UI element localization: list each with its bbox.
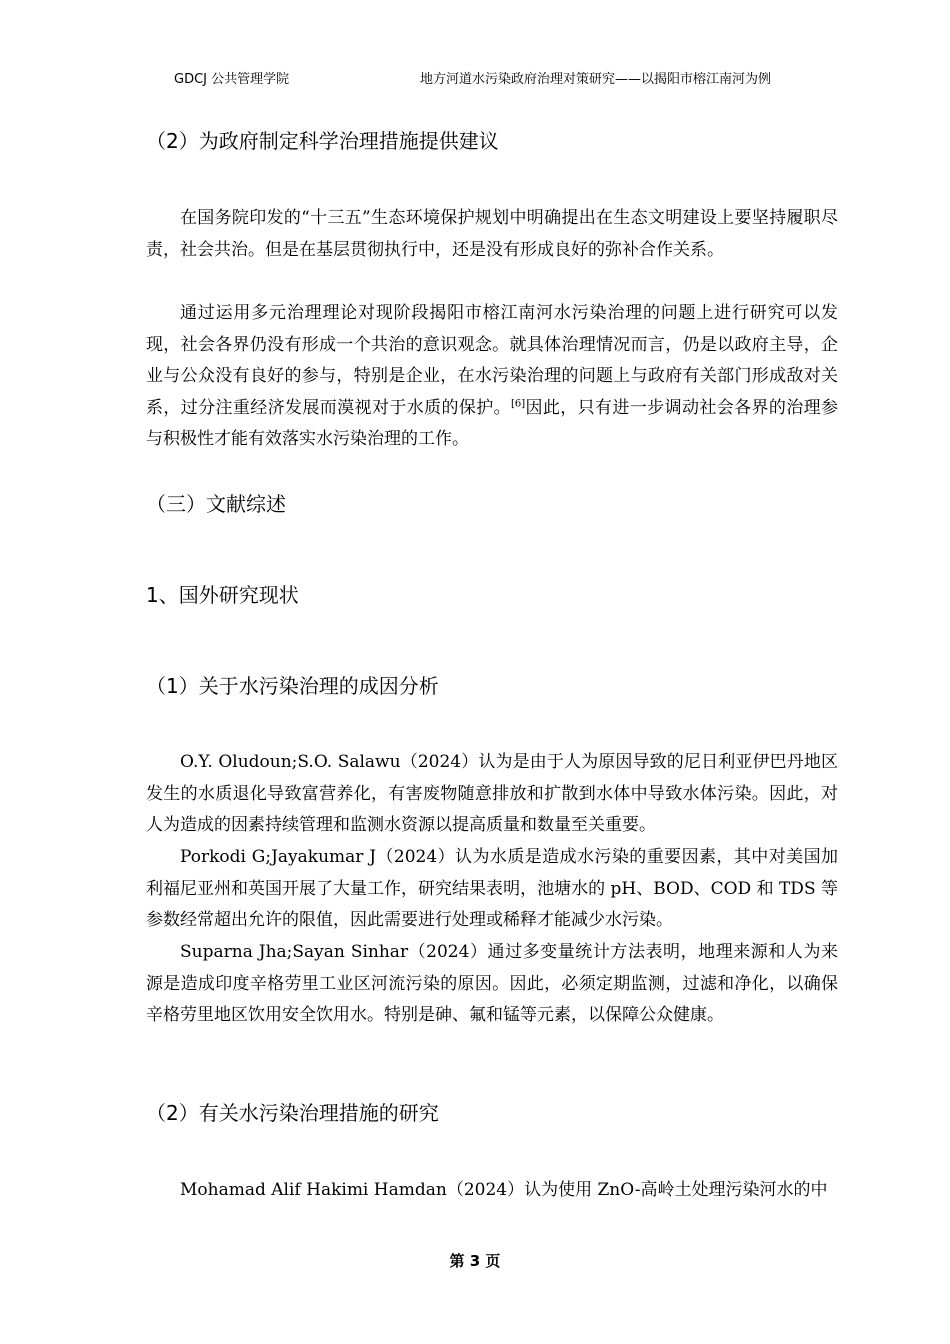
header-thesis-title: 地方河道水污染政府治理对策研究——以揭阳市榕江南河为例 [420,72,772,87]
paragraph-hamdan: Mohamad Alif Hakimi Hamdan（2024）认为使用 ZnO-高岭土处理污染河水的中 [180,1180,828,1200]
paragraph-multi-governance [146,298,838,456]
paragraph-five-year-plan: 在国务院印发的“十三五”生态环境保护规划中明确提出在生态文明建设上要坚持履职尽责，社会共治。但是在基层贯彻执行中，还是没有形成良好的弥补合作关系。 [146,208,838,260]
heading-causes-analysis: （1）关于水污染治理的成因分析 [146,674,439,698]
heading-foreign-research: 1、国外研究现状 [146,583,299,607]
citation-ref-6: [6] [510,397,526,409]
heading-measures-research: （2）有关水污染治理措施的研究 [146,1101,439,1125]
header-institution: GDCJ 公共管理学院 [174,72,290,87]
heading-sub2-suggestions: （2）为政府制定科学治理措施提供建议 [146,129,499,153]
heading-literature-review: （三）文献综述 [146,492,286,516]
paragraph-multi-governance-text-end: 因此，只有进一步调动社会各界的治理参与积极性才能有效落实水污染治理的工作。 [146,397,838,449]
paragraph-porkodi: Porkodi G;Jayakumar J（2024）认为水质是造成水污染的重要因素，其中对美国加利福尼亚州和英国开展了大量工作，研究结果表明，池塘水的 pH、BOD、COD 和 TDS 等参数经常超出允许的限值，因此需要进行处理或稀释才能减少水污染。 [146,847,838,930]
paragraph-suparna: Suparna Jha;Sayan Sinhar（2024）通过多变量统计方法表明，地理来源和人为来源是造成印度辛格劳里工业区河流污染的原因。因此，必须定期监测，过滤和净化，以确保辛格劳里地区饮用安全饮用水。特别是砷、氟和锰等元素，以保障公众健康。 [146,942,838,1025]
paragraph-oludoun: O.Y. Oludoun;S.O. Salawu（2024）认为是由于人为原因导致的尼日利亚伊巴丹地区发生的水质退化导致富营养化，有害废物随意排放和扩散到水体中导致水体污染。因此，对人为造成的因素持续管理和监测水资源以提高质量和数量至关重要。 [146,752,838,835]
page-number: 第 3 页 [449,1252,501,1270]
paragraph-multi-governance-text: 通过运用多元治理理论对现阶段揭阳市榕江南河水污染治理的问题上进行研究可以发现，社会各界仍没有形成一个共治的意识观念。就具体治理情况而言，仍是以政府主导，企业与公众没有良好的参与，特别是企业，在水污染治理的问题上与政府有关部门形成敌对关系，过分注重经济发展而漠视对于水质的保护。 [146,303,838,418]
